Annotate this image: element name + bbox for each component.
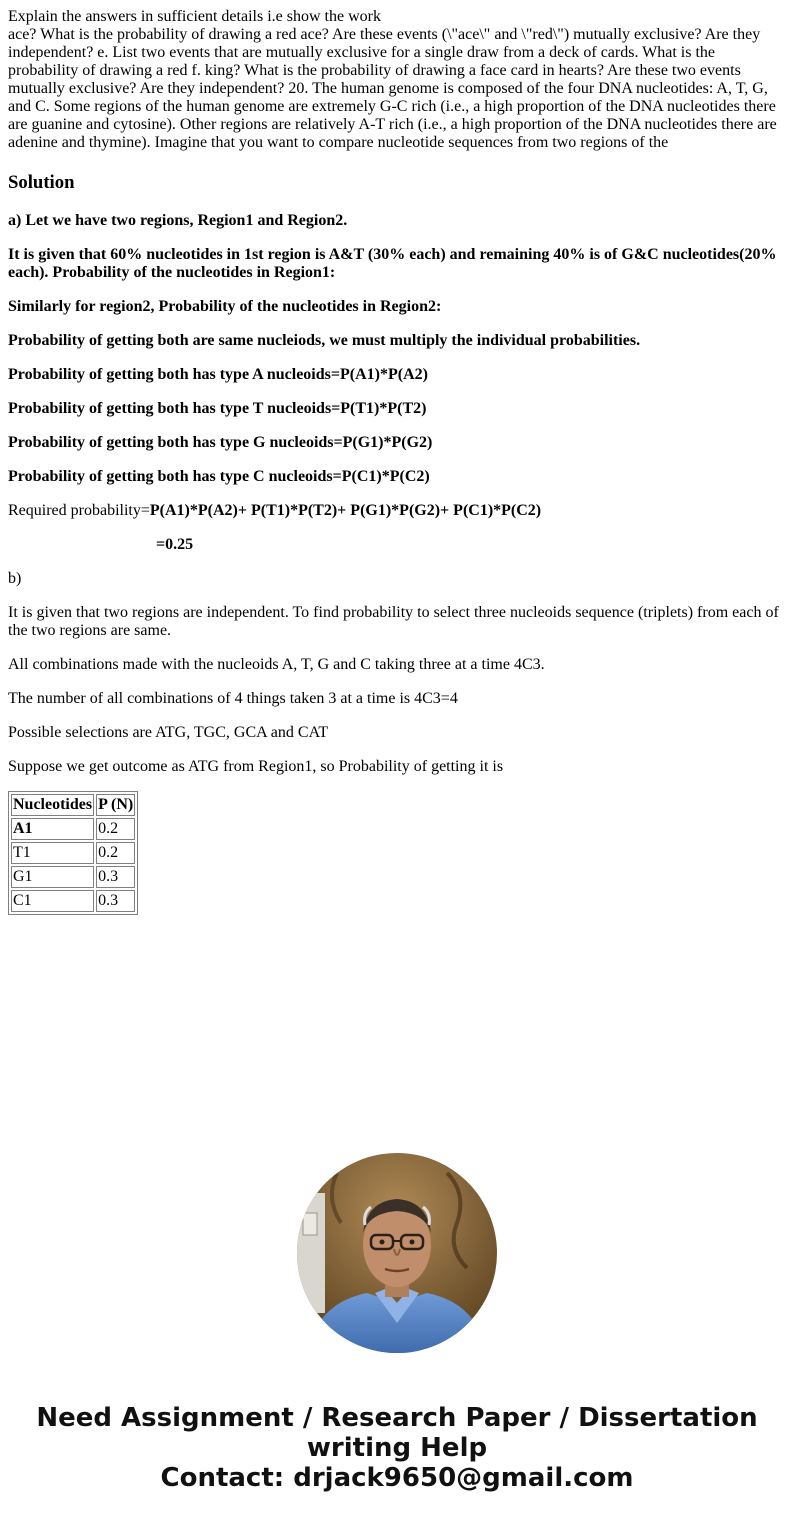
author-avatar	[297, 1153, 497, 1353]
footer-contact: Contact: drjack9650@gmail.com	[160, 1463, 634, 1493]
solution-paragraph: Similarly for region2, Probability of the nucleotides in Region2:	[8, 298, 442, 315]
nucleotide-table	[8, 791, 138, 915]
table-row	[11, 890, 135, 912]
table-cell: 0.3	[96, 866, 135, 888]
table-header-cell: P (N)	[96, 794, 135, 816]
table-row	[11, 866, 135, 888]
footer-line: Need Assignment / Research Paper / Dissertation	[36, 1403, 758, 1433]
table-cell: C1	[11, 890, 94, 912]
solution-paragraph: All combinations made with the nucleoids A, T, G and C taking three at a time 4C3.	[8, 656, 545, 673]
question-text	[8, 8, 786, 152]
solution-paragraph: It is given that 60% nucleotides in 1st region is A&T (30% each) and remaining 40% is of G&C nucleotides(20% each). Probability of the nucleotides in Region1:	[8, 246, 777, 281]
table-row	[11, 818, 135, 840]
solution-paragraph: Probability of getting both has type C nucleoids=P(C1)*P(C2)	[8, 468, 430, 485]
required-probability	[8, 502, 786, 520]
solution-paragraph: a) Let we have two regions, Region1 and Region2.	[8, 212, 348, 229]
solution-paragraph: Probability of getting both are same nucleiods, we must multiply the individual probabilities.	[8, 332, 641, 349]
solution-paragraph: Probability of getting both has type T nucleoids=P(T1)*P(T2)	[8, 400, 427, 417]
footer-advertisement	[0, 1403, 794, 1493]
required-probability-expression: P(A1)*P(A2)+ P(T1)*P(T2)+ P(G1)*P(G2)+ P(C1)*P(C2)	[149, 502, 542, 519]
result-value: =0.25	[156, 536, 194, 553]
table-cell: 0.2	[96, 842, 135, 864]
required-probability-label: Required probability=	[8, 502, 150, 519]
solution-paragraph: Probability of getting both has type G nucleoids=P(G1)*P(G2)	[8, 434, 433, 451]
table-row	[11, 842, 135, 864]
solution-paragraph: It is given that two regions are independent. To find probability to select three nucleoids sequence (triplets) from each of the two regions are same.	[8, 604, 779, 639]
solution-paragraph: The number of all combinations of 4 things taken 3 at a time is 4C3=4	[8, 690, 458, 707]
table-cell: G1	[11, 866, 94, 888]
solution-heading: Solution	[8, 172, 75, 193]
solution-paragraph: Suppose we get outcome as ATG from Region1, so Probability of getting it is	[8, 758, 504, 775]
table-cell: T1	[11, 842, 94, 864]
solution-paragraph: Possible selections are ATG, TGC, GCA and CAT	[8, 724, 329, 741]
author-portrait-illustration	[297, 1153, 497, 1353]
question-line1: Explain the answers in sufficient details i.e show the work	[8, 8, 381, 25]
table-cell: 0.3	[96, 890, 135, 912]
solution-paragraph: Probability of getting both has type A nucleoids=P(A1)*P(A2)	[8, 366, 428, 383]
table-header-cell: Nucleotides	[11, 794, 94, 816]
table-cell: 0.2	[96, 818, 135, 840]
table-header-row	[11, 794, 135, 816]
table-cell: A1	[11, 818, 94, 840]
solution-paragraph: b)	[8, 570, 22, 587]
question-body: ace? What is the probability of drawing a red ace? Are these events (\"ace\" and \"red\") mutually exclusive? Are they independent? e. List two events that are mutually exclusive for a single draw from a deck of cards. What is the probability of drawing a red f. king? What is the probability of drawing a face card in hearts? Are these two events mutually exclusive? Are they independent? 20. The human genome is composed of the four DNA nucleotides: A, T, G, and C. Some regions of the human genome are extremely G-C rich (i.e., a high proportion of the DNA nucleotides there are guanine and cytosine). Other regions are relatively A-T rich (i.e., a high proportion of the DNA nucleotides there are adenine and thymine). Imagine that you want to compare nucleotide sequences from two regions of the	[8, 26, 777, 151]
footer-line: writing Help	[306, 1433, 488, 1463]
